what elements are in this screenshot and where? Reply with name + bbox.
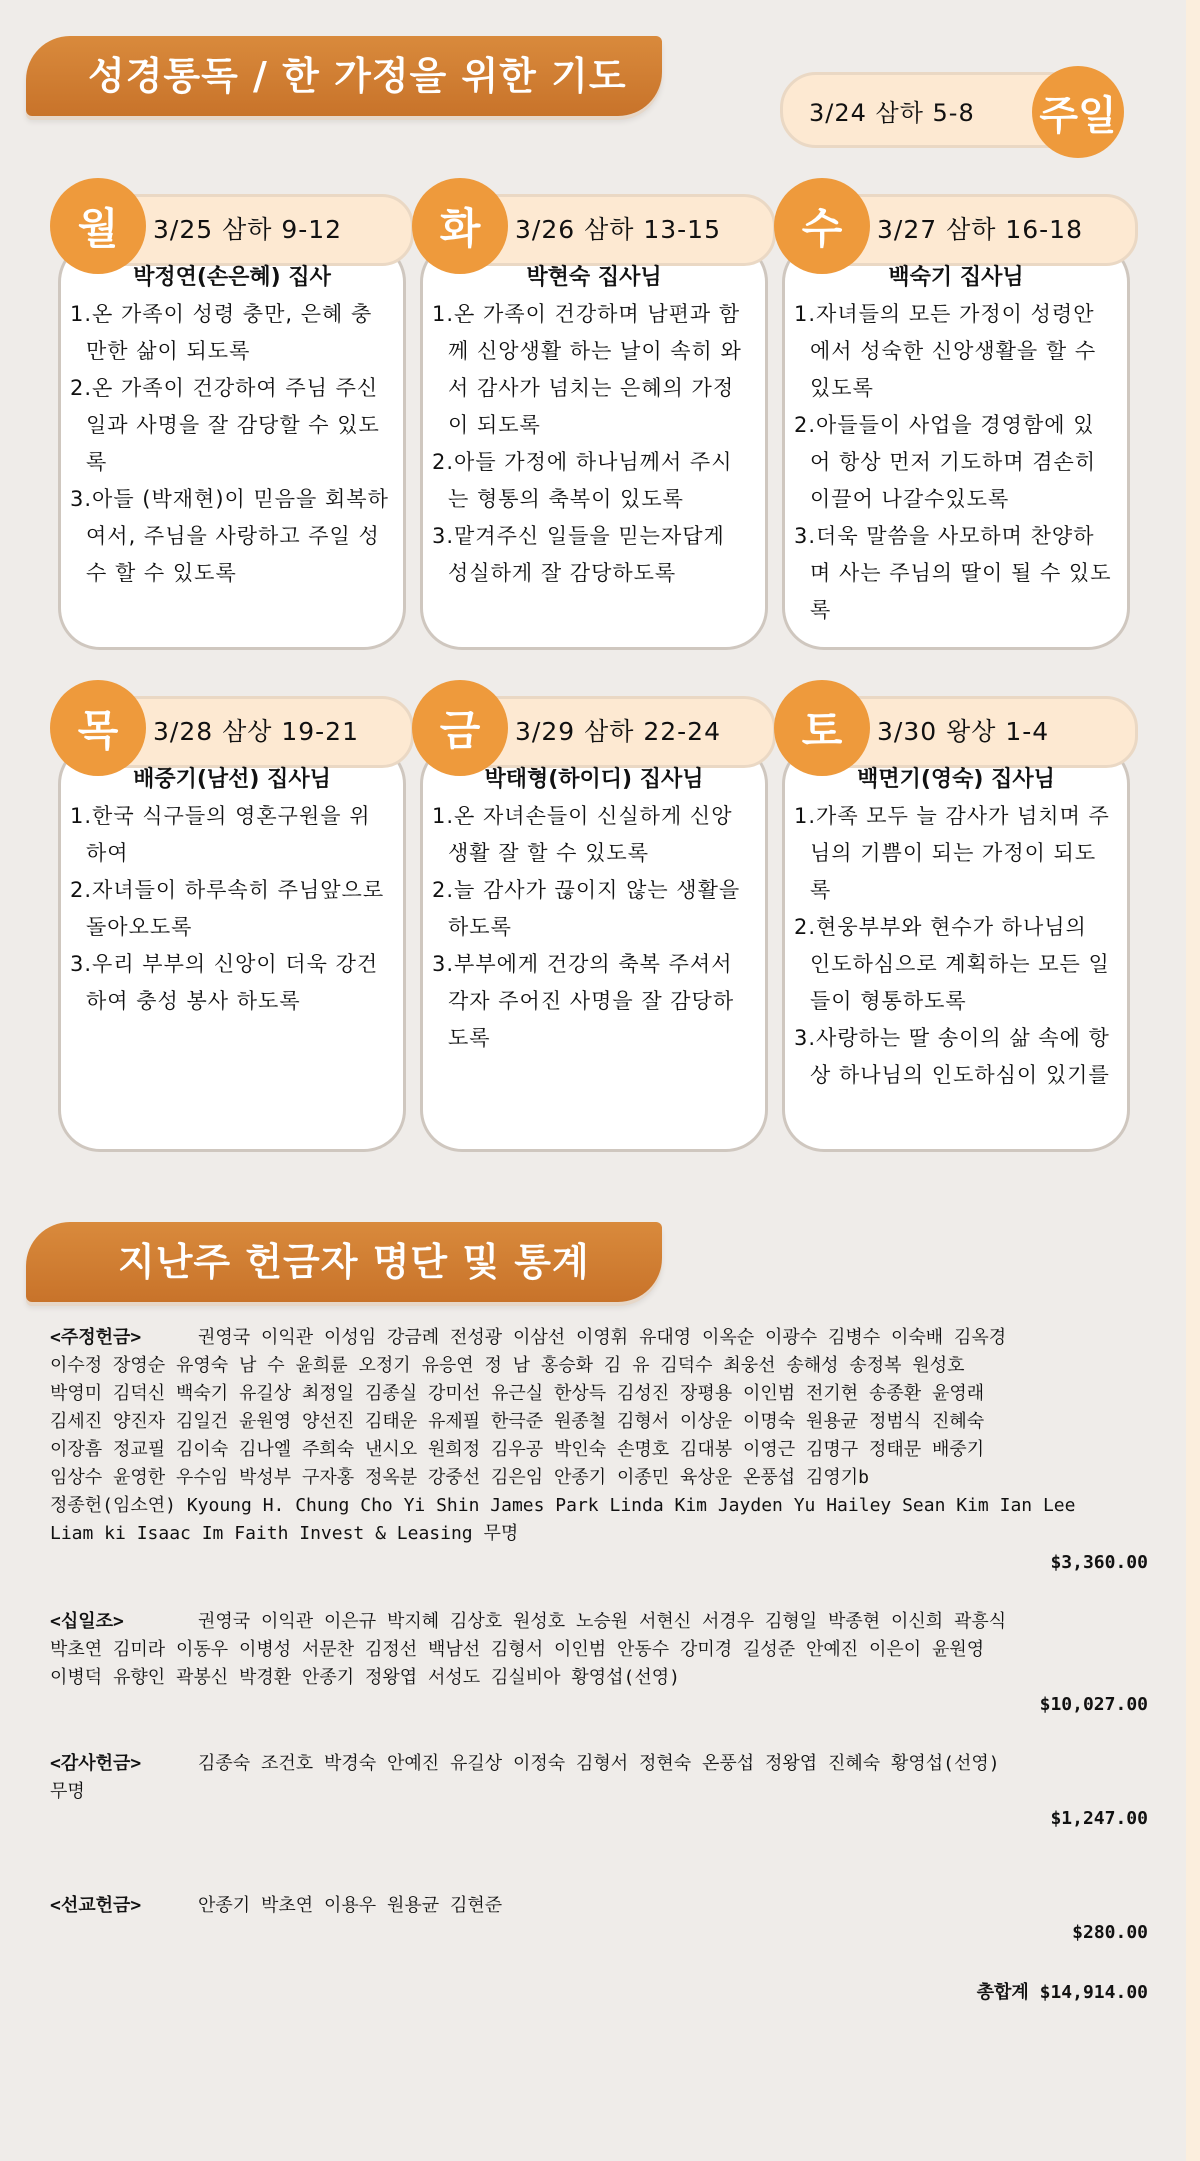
prayer-item: 2.현웅부부와 현수가 하나님의 인도하심으로 계획하는 모든 일들이 형통하도록 — [794, 915, 1110, 1013]
section-banner-bible-reading — [26, 36, 662, 116]
prayer-card-saturday — [774, 680, 1132, 1158]
day-badge: 금 — [412, 680, 508, 776]
donor-line: 김세진 양진자 김일건 윤원영 양선진 김태운 유제필 한극준 원종철 김형서 이상운 이명숙 원용균 정범식 진혜숙 — [50, 1411, 985, 1432]
prayer-item: 2.아들들이 사업을 경영함에 있어 항상 먼저 기도하며 겸손히 이끌어 나갈수있도록 — [794, 413, 1097, 511]
donor-line: 임상수 윤영한 우수임 박성부 구자홍 정옥분 강중선 김은임 안종기 이종민 육상운 온풍섭 김영기b — [50, 1467, 870, 1488]
offering-category: <선교헌금> — [50, 1895, 142, 1916]
donor-line: 이장흠 정교필 김이숙 김나엘 주희숙 낸시오 원희정 김우공 박인숙 손명호 김대봉 이영근 김명구 정태문 배중기 — [50, 1439, 985, 1460]
section-title: 지난주 헌금자 명단 및 통계 — [118, 1240, 590, 1284]
donor-line: 김종숙 조건호 박경숙 안예진 유길상 이정숙 김형서 정현숙 온풍섭 정왕엽 진혜숙 황영섭(선영) — [198, 1753, 1000, 1774]
reading-range: 3/26 삼하 13-15 — [515, 215, 721, 244]
prayer-item: 2.자녀들이 하루속히 주님앞으로 돌아오도록 — [70, 878, 385, 939]
reading-range: 3/27 삼하 16-18 — [877, 215, 1083, 244]
donor-line: 이수정 장영순 유영숙 남 수 윤희륜 오정기 유응연 정 남 홍승화 김 유 김덕수 최웅선 송해성 송정복 원성호 — [50, 1355, 965, 1376]
day-badge: 월 — [50, 178, 146, 274]
donor-line: Liam ki Isaac Im Faith Invest & Leasing 무명 — [50, 1523, 519, 1544]
offering-category: <감사헌금> — [50, 1753, 142, 1774]
prayer-item: 1.가족 모두 늘 감사가 넘치며 주님의 기쁨이 되는 가정이 되도록 — [794, 804, 1110, 902]
offering-amount: $1,247.00 — [1050, 1808, 1148, 1829]
prayer-item: 3.부부에게 건강의 축복 주셔서 각자 주어진 사명을 잘 감당하도록 — [432, 952, 735, 1050]
donor-line: 박초연 김미라 이동우 이병성 서문찬 김정선 백남선 김형서 이인범 안동수 강미경 길성준 안예진 이은이 윤원영 — [50, 1639, 985, 1660]
donor-line: 박영미 김덕신 백숙기 유길상 최정일 김종실 강미선 유근실 한상득 김성진 장평용 이인범 전기현 송종환 윤영래 — [50, 1383, 985, 1404]
prayer-card-wednesday — [774, 178, 1132, 656]
family-name: 백면기(영숙) 집사님 — [857, 767, 1055, 792]
prayer-item: 1.온 자녀손들이 신실하게 신앙생활 잘 할 수 있도록 — [432, 804, 733, 865]
reading-range: 3/25 삼하 9-12 — [153, 215, 343, 244]
prayer-card-tuesday — [412, 178, 770, 656]
donor-line: 안종기 박초연 이용우 원용균 김현준 — [198, 1895, 503, 1916]
family-name: 박태형(하이디) 집사님 — [484, 767, 704, 792]
donor-line: 이병덕 유향인 곽봉신 박경환 안종기 정왕엽 서성도 김실비아 황영섭(선영) — [50, 1667, 681, 1688]
prayer-item: 3.우리 부부의 신앙이 더욱 강건하여 충성 봉사 하도록 — [70, 952, 379, 1013]
day-badge: 토 — [774, 680, 870, 776]
prayer-item: 3.사랑하는 딸 송이의 삶 속에 항상 하나님의 인도하심이 있기를 — [794, 1026, 1110, 1087]
day-badge: 목 — [50, 680, 146, 776]
prayer-item: 3.아들 (박재현)이 믿음을 회복하여서, 주님을 사랑하고 주일 성수 할 수 있도록 — [70, 487, 389, 585]
prayer-list — [432, 296, 752, 592]
family-name: 배중기(남선) 집사님 — [133, 767, 331, 792]
reading-range: 3/30 왕상 1-4 — [877, 717, 1050, 746]
day-badge: 수 — [774, 178, 870, 274]
offering-category: <십일조> — [50, 1611, 124, 1632]
right-edge-stripe — [1186, 0, 1200, 2161]
reading-range: 3/29 삼하 22-24 — [515, 717, 721, 746]
prayer-item: 2.아들 가정에 하나님께서 주시는 형통의 축복이 있도록 — [432, 450, 733, 511]
prayer-item: 2.늘 감사가 끊이지 않는 생활을 하도록 — [432, 878, 741, 939]
section-title: 성경통독 / 한 가정을 위한 기도 — [88, 54, 627, 98]
offering-category: <주정헌금> — [50, 1327, 142, 1348]
donor-line: 정종헌(임소연) Kyoung H. Chung Cho Yi Shin James Park Linda Kim Jayden Yu Hailey Sean Kim Ian Lee — [50, 1495, 1076, 1516]
prayer-card-thursday — [50, 680, 408, 1158]
offering-amount: $10,027.00 — [1039, 1694, 1148, 1715]
section-banner-offerings — [26, 1222, 662, 1302]
sunday-reading — [780, 66, 1134, 146]
offering-tithe-weekly — [50, 1324, 1152, 1548]
prayer-item: 3.더욱 말씀을 사모하며 찬양하며 사는 주님의 딸이 될 수 있도록 — [794, 524, 1112, 622]
prayer-list — [70, 296, 390, 592]
prayer-item: 1.온 가족이 건강하며 남편과 함께 신앙생활 하는 날이 속히 와서 감사가 넘치는 은혜의 가정이 되도록 — [432, 302, 742, 437]
offering-amount: $280.00 — [1072, 1922, 1148, 1943]
prayer-item: 2.온 가족이 건강하여 주님 주신 일과 사명을 잘 감당할 수 있도록 — [70, 376, 380, 474]
offering-mission — [50, 1892, 1152, 1920]
day-badge: 화 — [412, 178, 508, 274]
prayer-item: 3.맡겨주신 일들을 믿는자답게 성실하게 잘 감당하도록 — [432, 524, 725, 585]
family-name: 박정연(손은혜) 집사 — [133, 265, 331, 290]
offering-tithe — [50, 1608, 1152, 1692]
prayer-item: 1.한국 식구들의 영혼구원을 위하여 — [70, 804, 371, 865]
prayer-list — [432, 798, 752, 1057]
sunday-day-badge: 주일 — [1032, 66, 1124, 158]
sunday-reading-text: 3/24 삼하 5-8 — [809, 99, 975, 127]
reading-range: 3/28 삼상 19-21 — [153, 717, 359, 746]
prayer-item: 1.자녀들의 모든 가정이 성령안에서 성숙한 신앙생활을 할 수 있도록 — [794, 302, 1097, 400]
offering-amount: $3,360.00 — [1050, 1552, 1148, 1573]
prayer-list — [70, 798, 390, 1020]
prayer-list — [794, 798, 1114, 1094]
prayer-card-monday — [50, 178, 408, 656]
prayer-card-friday — [412, 680, 770, 1158]
donor-line: 권영국 이익관 이은규 박지혜 김상호 원성호 노승원 서현신 서경우 김형일 박종현 이신희 곽흥식 — [198, 1611, 1007, 1632]
offering-thanksgiving — [50, 1750, 1152, 1806]
total-amount: 총합계 $14,914.00 — [976, 1982, 1148, 2003]
prayer-item: 1.온 가족이 성령 충만, 은혜 충만한 삶이 되도록 — [70, 302, 373, 363]
family-name: 박현숙 집사님 — [526, 265, 662, 290]
donor-line: 무명 — [50, 1781, 85, 1802]
family-name: 백숙기 집사님 — [888, 265, 1024, 290]
prayer-list — [794, 296, 1114, 629]
donor-line: 권영국 이익관 이성임 강금례 전성광 이삼선 이영휘 유대영 이옥순 이광수 김병수 이숙배 김옥경 — [198, 1327, 1007, 1348]
